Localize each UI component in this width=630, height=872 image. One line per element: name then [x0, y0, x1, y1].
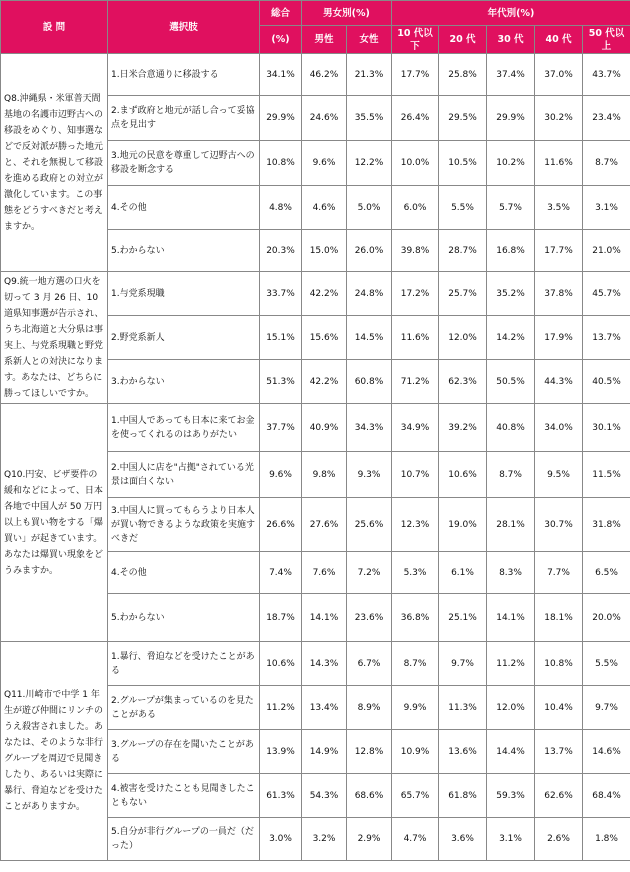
value-cell: 18.7% — [260, 594, 302, 642]
table-row — [1, 272, 630, 316]
option-label: 1.与党系現職 — [108, 272, 260, 316]
value-cell: 12.0% — [487, 686, 535, 730]
value-cell: 12.3% — [392, 498, 439, 552]
value-cell: 3.6% — [439, 818, 487, 861]
value-cell: 15.0% — [302, 230, 347, 272]
value-cell: 16.8% — [487, 230, 535, 272]
value-cell: 24.6% — [302, 96, 347, 141]
option-label: 3.中国人に買ってもらうより日本人が買い物できるような政策を実施すべきだ — [108, 498, 260, 552]
value-cell: 10.5% — [439, 141, 487, 186]
value-cell: 14.2% — [487, 316, 535, 360]
header-question: 設 問 — [1, 1, 108, 54]
value-cell: 14.5% — [347, 316, 392, 360]
value-cell: 14.1% — [487, 594, 535, 642]
value-cell: 30.1% — [583, 404, 630, 452]
header-age-20s: 20 代 — [439, 26, 487, 54]
option-label: 2.野党系新人 — [108, 316, 260, 360]
value-cell: 25.7% — [439, 272, 487, 316]
value-cell: 29.9% — [487, 96, 535, 141]
value-cell: 10.6% — [260, 642, 302, 686]
value-cell: 6.0% — [392, 186, 439, 230]
value-cell: 5.5% — [439, 186, 487, 230]
question-text: Q9.統一地方選の口火を切って 3 月 26 日、10 道県知事選が告示され、うち北海道と大分県は事実上、与党系現職と野党系新人との対決になります。あなたは、どちらに勝ってほしいですか。 — [1, 272, 108, 404]
value-cell: 2.6% — [535, 818, 583, 861]
option-label: 5.わからない — [108, 594, 260, 642]
option-label: 5.わからない — [108, 230, 260, 272]
value-cell: 10.4% — [535, 686, 583, 730]
value-cell: 33.7% — [260, 272, 302, 316]
value-cell: 21.0% — [583, 230, 630, 272]
value-cell: 14.9% — [302, 730, 347, 774]
value-cell: 4.6% — [302, 186, 347, 230]
question-text: Q8.沖縄県・米軍普天間基地の名護市辺野古への移設をめぐり、知事選などで反対派が勝った地元と、それを無視して移設を進める政府との対立が激化しています。この事態をどうすべきだと考えますか。 — [1, 54, 108, 272]
value-cell: 37.7% — [260, 404, 302, 452]
value-cell: 19.0% — [439, 498, 487, 552]
value-cell: 13.4% — [302, 686, 347, 730]
value-cell: 9.8% — [302, 452, 347, 498]
value-cell: 7.2% — [347, 552, 392, 594]
option-label: 4.被害を受けたことも見聞きしたこともない — [108, 774, 260, 818]
value-cell: 30.7% — [535, 498, 583, 552]
value-cell: 26.6% — [260, 498, 302, 552]
value-cell: 35.5% — [347, 96, 392, 141]
value-cell: 5.0% — [347, 186, 392, 230]
value-cell: 61.3% — [260, 774, 302, 818]
value-cell: 12.0% — [439, 316, 487, 360]
value-cell: 11.2% — [487, 642, 535, 686]
option-label: 3.わからない — [108, 360, 260, 404]
survey-body — [1, 54, 630, 861]
value-cell: 35.2% — [487, 272, 535, 316]
value-cell: 10.2% — [487, 141, 535, 186]
option-label: 2.中国人に店を"占拠"されている光景は面白くない — [108, 452, 260, 498]
header-age-50s: 50 代以上 — [583, 26, 630, 54]
option-label: 3.グループの存在を聞いたことがある — [108, 730, 260, 774]
value-cell: 17.9% — [535, 316, 583, 360]
value-cell: 9.6% — [302, 141, 347, 186]
header-total-unit: (%) — [260, 26, 302, 54]
option-label: 4.その他 — [108, 552, 260, 594]
value-cell: 10.7% — [392, 452, 439, 498]
value-cell: 12.2% — [347, 141, 392, 186]
option-label: 3.地元の民意を尊重して辺野古への移設を断念する — [108, 141, 260, 186]
value-cell: 40.8% — [487, 404, 535, 452]
value-cell: 15.1% — [260, 316, 302, 360]
header-age-10s: 10 代以下 — [392, 26, 439, 54]
header-age-40s: 40 代 — [535, 26, 583, 54]
value-cell: 12.8% — [347, 730, 392, 774]
value-cell: 17.7% — [535, 230, 583, 272]
value-cell: 29.5% — [439, 96, 487, 141]
value-cell: 8.3% — [487, 552, 535, 594]
value-cell: 39.8% — [392, 230, 439, 272]
value-cell: 9.7% — [439, 642, 487, 686]
value-cell: 71.2% — [392, 360, 439, 404]
value-cell: 29.9% — [260, 96, 302, 141]
value-cell: 3.1% — [487, 818, 535, 861]
value-cell: 4.8% — [260, 186, 302, 230]
table-row — [1, 54, 630, 96]
value-cell: 5.3% — [392, 552, 439, 594]
value-cell: 5.5% — [583, 642, 630, 686]
value-cell: 20.3% — [260, 230, 302, 272]
value-cell: 11.3% — [439, 686, 487, 730]
value-cell: 2.9% — [347, 818, 392, 861]
value-cell: 68.6% — [347, 774, 392, 818]
value-cell: 30.2% — [535, 96, 583, 141]
value-cell: 34.1% — [260, 54, 302, 96]
value-cell: 5.7% — [487, 186, 535, 230]
value-cell: 31.8% — [583, 498, 630, 552]
value-cell: 7.7% — [535, 552, 583, 594]
header-age: 年代別(%) — [392, 1, 630, 26]
option-label: 1.中国人であっても日本に来てお金を使ってくれるのはありがたい — [108, 404, 260, 452]
table-row — [1, 642, 630, 686]
value-cell: 37.0% — [535, 54, 583, 96]
value-cell: 6.5% — [583, 552, 630, 594]
option-label: 4.その他 — [108, 186, 260, 230]
value-cell: 28.1% — [487, 498, 535, 552]
value-cell: 14.1% — [302, 594, 347, 642]
value-cell: 18.1% — [535, 594, 583, 642]
value-cell: 34.0% — [535, 404, 583, 452]
value-cell: 15.6% — [302, 316, 347, 360]
value-cell: 9.7% — [583, 686, 630, 730]
value-cell: 43.7% — [583, 54, 630, 96]
value-cell: 62.6% — [535, 774, 583, 818]
header-total: 総合 — [260, 1, 302, 26]
value-cell: 8.7% — [487, 452, 535, 498]
header-gender: 男女別(%) — [302, 1, 392, 26]
value-cell: 10.0% — [392, 141, 439, 186]
value-cell: 17.2% — [392, 272, 439, 316]
value-cell: 24.8% — [347, 272, 392, 316]
value-cell: 25.8% — [439, 54, 487, 96]
value-cell: 1.8% — [583, 818, 630, 861]
value-cell: 26.4% — [392, 96, 439, 141]
value-cell: 39.2% — [439, 404, 487, 452]
value-cell: 45.7% — [583, 272, 630, 316]
value-cell: 3.2% — [302, 818, 347, 861]
header-female: 女性 — [347, 26, 392, 54]
value-cell: 11.5% — [583, 452, 630, 498]
header-choices: 選択肢 — [108, 1, 260, 54]
value-cell: 8.9% — [347, 686, 392, 730]
value-cell: 59.3% — [487, 774, 535, 818]
value-cell: 27.6% — [302, 498, 347, 552]
value-cell: 44.3% — [535, 360, 583, 404]
value-cell: 34.9% — [392, 404, 439, 452]
option-label: 1.日米合意通りに移設する — [108, 54, 260, 96]
value-cell: 9.9% — [392, 686, 439, 730]
value-cell: 42.2% — [302, 272, 347, 316]
value-cell: 11.6% — [392, 316, 439, 360]
value-cell: 17.7% — [392, 54, 439, 96]
value-cell: 46.2% — [302, 54, 347, 96]
value-cell: 60.8% — [347, 360, 392, 404]
value-cell: 65.7% — [392, 774, 439, 818]
value-cell: 10.8% — [260, 141, 302, 186]
value-cell: 9.3% — [347, 452, 392, 498]
value-cell: 13.7% — [535, 730, 583, 774]
value-cell: 36.8% — [392, 594, 439, 642]
value-cell: 23.6% — [347, 594, 392, 642]
option-label: 2.グループが集まっているのを見たことがある — [108, 686, 260, 730]
value-cell: 7.6% — [302, 552, 347, 594]
header-male: 男性 — [302, 26, 347, 54]
value-cell: 13.6% — [439, 730, 487, 774]
value-cell: 40.9% — [302, 404, 347, 452]
value-cell: 54.3% — [302, 774, 347, 818]
header-age-30s: 30 代 — [487, 26, 535, 54]
question-text: Q10.円安、ビザ要件の緩和などによって、日本各地で中国人が 50 万円以上も買い物をする「爆買い」が起きています。あなたは爆買い現象をどうみますか。 — [1, 404, 108, 642]
value-cell: 6.7% — [347, 642, 392, 686]
value-cell: 6.1% — [439, 552, 487, 594]
value-cell: 25.6% — [347, 498, 392, 552]
value-cell: 4.7% — [392, 818, 439, 861]
value-cell: 3.0% — [260, 818, 302, 861]
value-cell: 14.3% — [302, 642, 347, 686]
value-cell: 9.6% — [260, 452, 302, 498]
value-cell: 20.0% — [583, 594, 630, 642]
value-cell: 51.3% — [260, 360, 302, 404]
option-label: 2.まず政府と地元が話し合って妥協点を見出す — [108, 96, 260, 141]
value-cell: 9.5% — [535, 452, 583, 498]
value-cell: 10.8% — [535, 642, 583, 686]
value-cell: 61.8% — [439, 774, 487, 818]
question-text: Q11.川崎市で中学 1 年生が遊び仲間にリンチのうえ殺害されました。あなたは、そのような非行グループを周辺で見聞きしたり、あるいは実際に暴行、脅迫などを受けたことがありますか。 — [1, 642, 108, 861]
option-label: 1.暴行、脅迫などを受けたことがある — [108, 642, 260, 686]
value-cell: 13.9% — [260, 730, 302, 774]
value-cell: 26.0% — [347, 230, 392, 272]
value-cell: 23.4% — [583, 96, 630, 141]
value-cell: 50.5% — [487, 360, 535, 404]
value-cell: 8.7% — [583, 141, 630, 186]
value-cell: 13.7% — [583, 316, 630, 360]
value-cell: 37.4% — [487, 54, 535, 96]
value-cell: 21.3% — [347, 54, 392, 96]
value-cell: 14.4% — [487, 730, 535, 774]
value-cell: 40.5% — [583, 360, 630, 404]
value-cell: 11.2% — [260, 686, 302, 730]
option-label: 5.自分が非行グループの一員だ（だった） — [108, 818, 260, 861]
value-cell: 25.1% — [439, 594, 487, 642]
value-cell: 7.4% — [260, 552, 302, 594]
value-cell: 3.5% — [535, 186, 583, 230]
value-cell: 10.9% — [392, 730, 439, 774]
value-cell: 8.7% — [392, 642, 439, 686]
value-cell: 10.6% — [439, 452, 487, 498]
value-cell: 68.4% — [583, 774, 630, 818]
table-row — [1, 404, 630, 452]
value-cell: 62.3% — [439, 360, 487, 404]
value-cell: 28.7% — [439, 230, 487, 272]
value-cell: 14.6% — [583, 730, 630, 774]
value-cell: 37.8% — [535, 272, 583, 316]
value-cell: 3.1% — [583, 186, 630, 230]
value-cell: 42.2% — [302, 360, 347, 404]
value-cell: 34.3% — [347, 404, 392, 452]
value-cell: 11.6% — [535, 141, 583, 186]
